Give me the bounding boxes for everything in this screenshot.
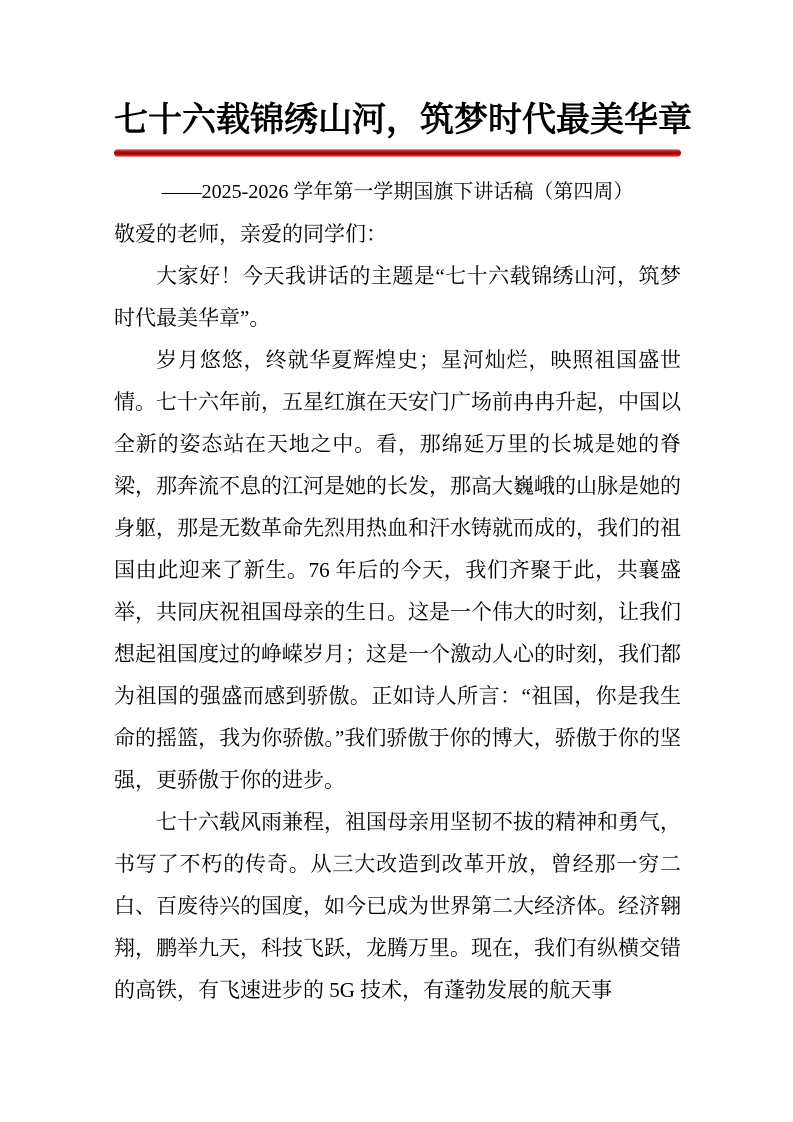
document-body	[114, 213, 681, 1011]
document-title: 七十六载锦绣山河，筑梦时代最美华章	[114, 102, 692, 139]
document-subtitle: ——2025-2026 学年第一学期国旗下讲话稿（第四周）	[161, 181, 634, 203]
title-underline-decoration	[114, 149, 681, 157]
paragraph-achievements: 七十六载风雨兼程，祖国母亲用坚韧不拔的精神和勇气，书写了不朽的传奇。从三大改造到改革开放，曾经那一穷二白、百废待兴的国度，如今已成为世界第二大经济体。经济翱翔，鹏举九天，科技飞跃，龙腾万里。现在，我们有纵横交错的高铁，有飞速进步的 5G 技术，有蓬勃发展的航天事	[114, 810, 681, 1002]
paragraph-greeting: 大家好！今天我讲话的主题是“七十六载锦绣山河，筑梦时代最美华章”。	[114, 264, 681, 330]
paragraph-history: 岁月悠悠，终就华夏辉煌史；星河灿烂，映照祖国盛世情。七十六年前，五星红旗在天安门广场前冉冉升起，中国以全新的姿态站在天地之中。看，那绵延万里的长城是她的脊梁，那奔流不息的江河是她的长发，那高大巍峨的山脉是她的身躯，那是无数革命先烈用热血和汗水铸就而成的，我们的祖国由此迎来了新生。76 年后的今天，我们齐聚于此，共襄盛举，共同庆祝祖国母亲的生日。这是一个伟大的时刻，让我们想起祖国度过的峥嵘岁月；这是一个激动人心的时刻，我们都为祖国的强盛而感到骄傲。正如诗人所言：“祖国，你是我生命的摇篮，我为你骄傲。”我们骄傲于你的博大，骄傲于你的坚强，更骄傲于你的进步。	[114, 348, 681, 792]
salutation-line: 敬爱的老师，亲爱的同学们：	[114, 222, 387, 246]
